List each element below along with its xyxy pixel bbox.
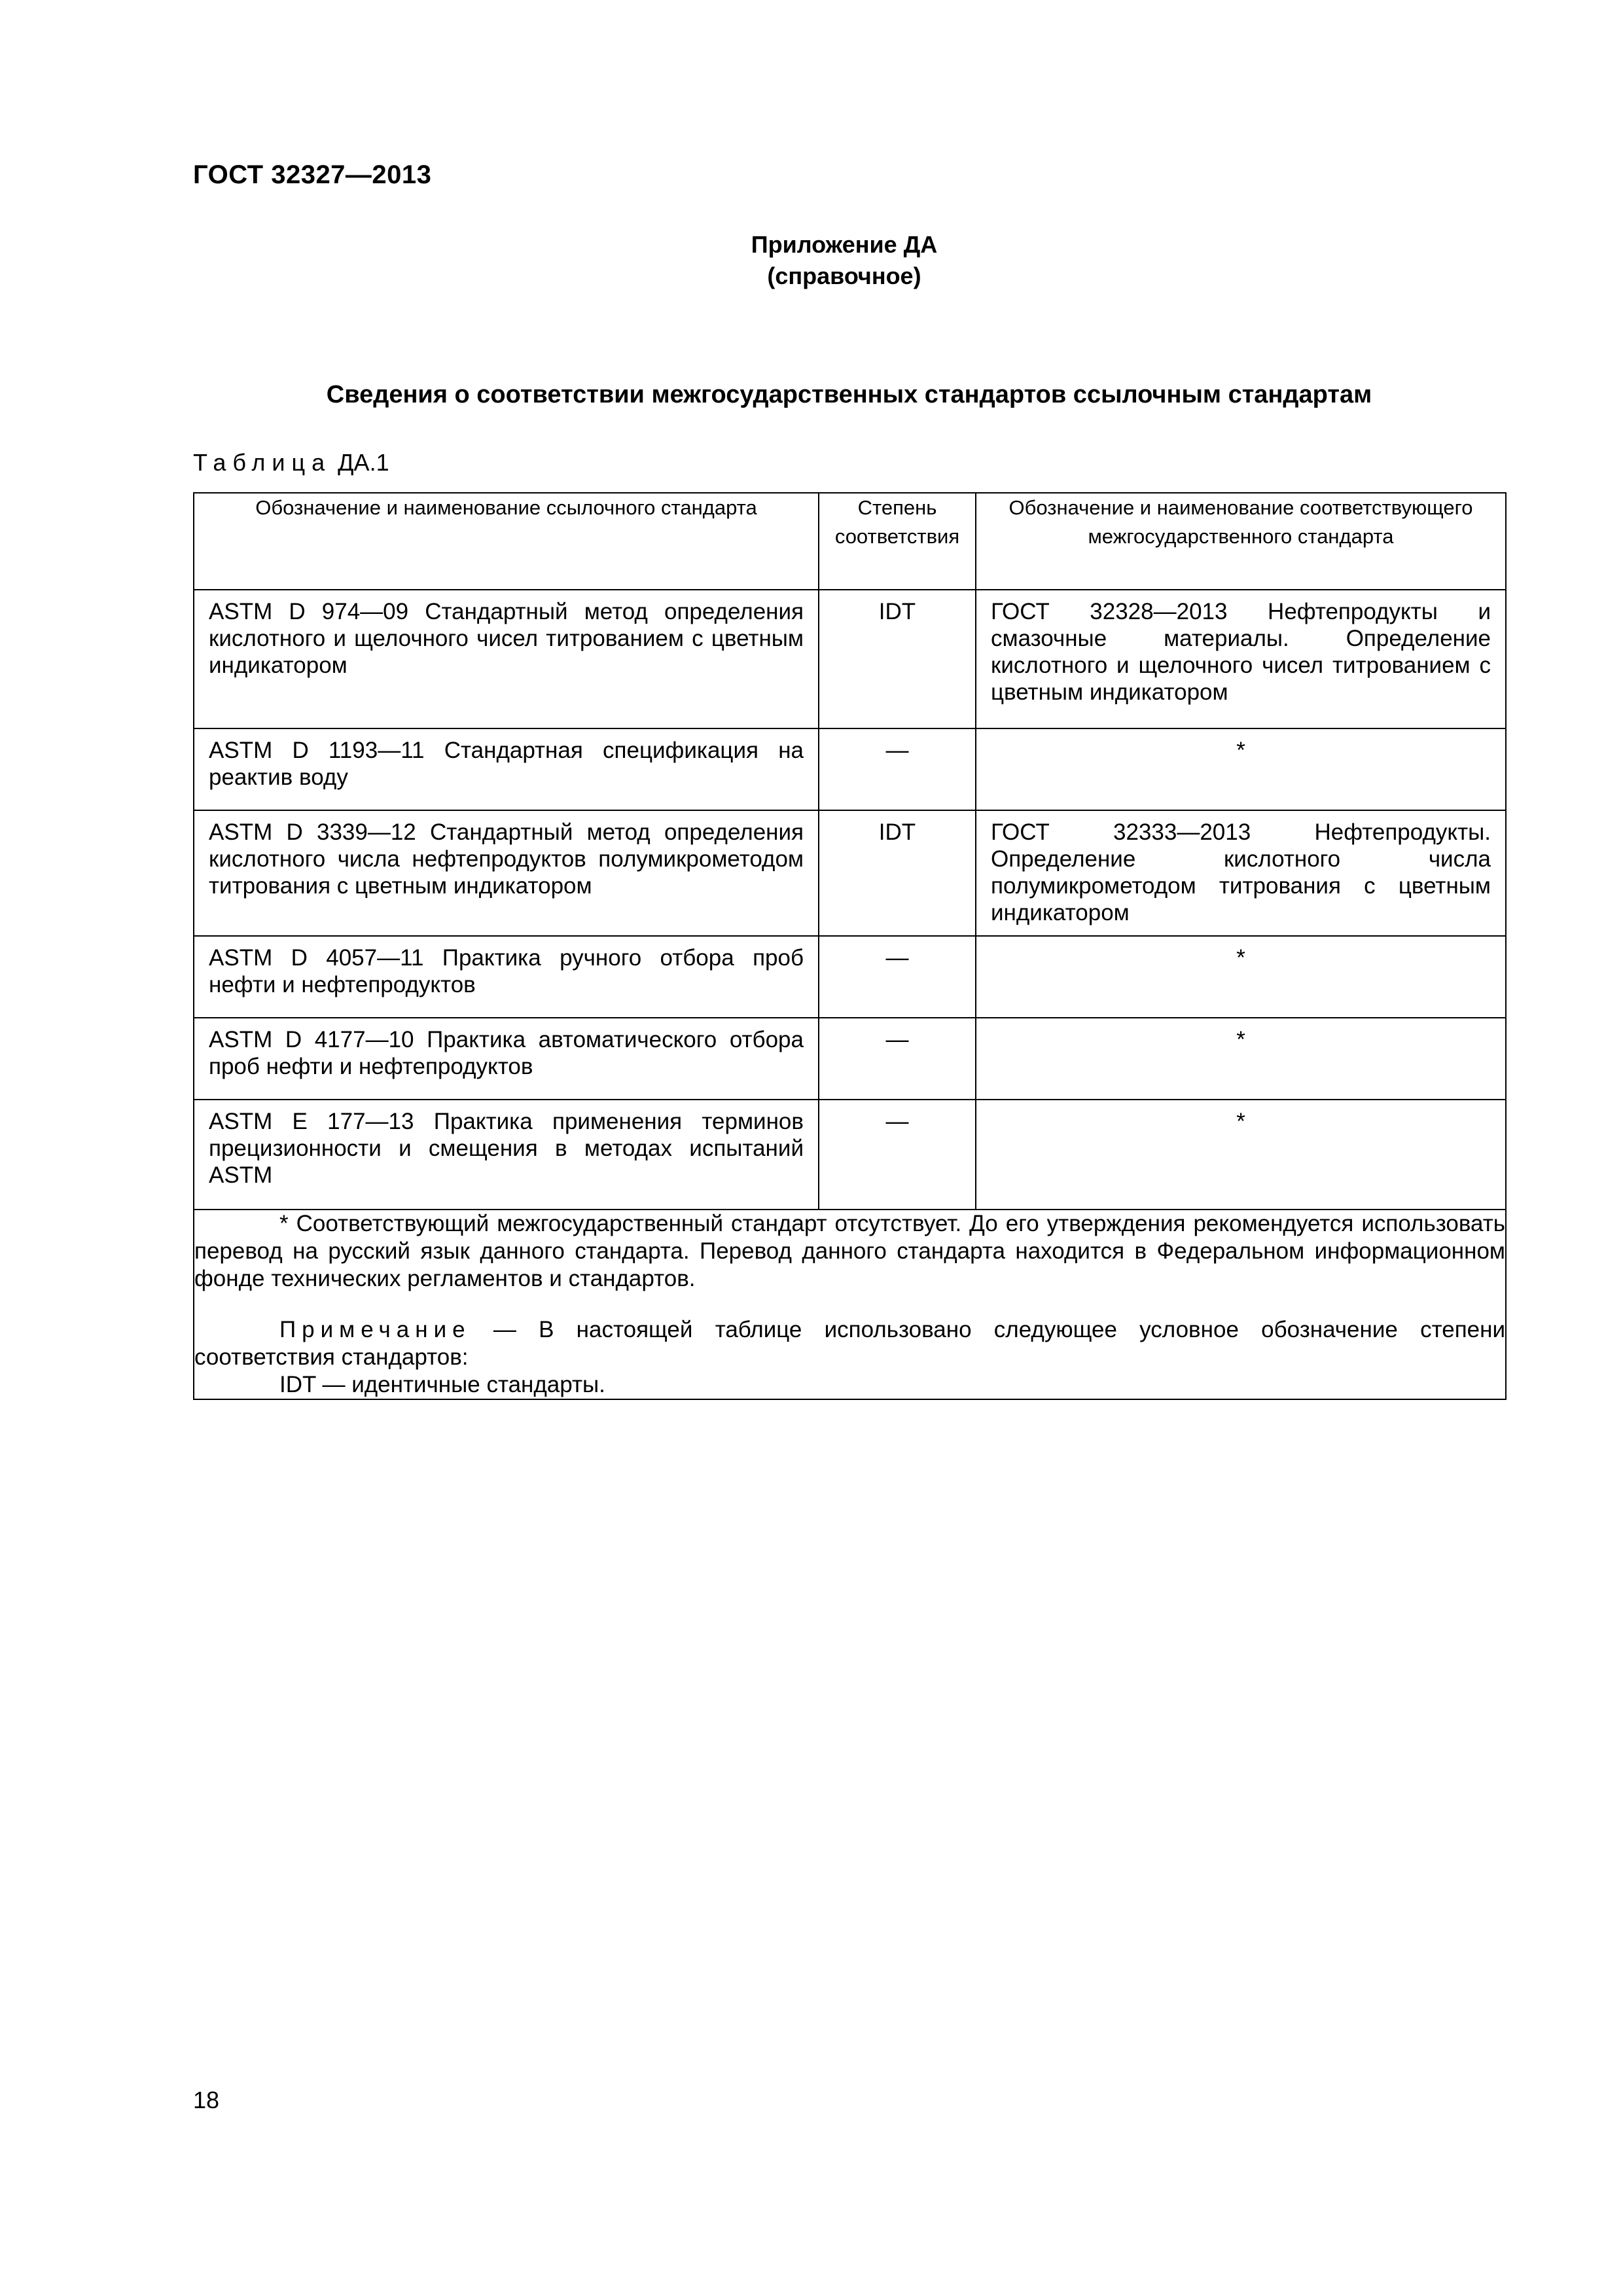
degree-text: IDT	[878, 599, 916, 624]
table-row	[194, 590, 1506, 728]
document-code: ГОСТ 32327—2013	[193, 160, 432, 189]
section-title: Сведения о соответствии межгосударственных стандартов ссылочным стандартам	[326, 381, 1372, 408]
cell-interstate	[976, 1018, 1506, 1100]
appendix-subtitle: (справочное)	[767, 262, 921, 289]
table-row	[194, 1100, 1506, 1210]
interstate-text: *	[1236, 945, 1245, 971]
reference-text: ASTM D 1193—11 Стандартная спецификация на реактив воду	[209, 738, 804, 790]
cell-interstate	[976, 1100, 1506, 1210]
reference-text: ASTM E 177—13 Практика применения терминов прецизионности и смещения в методах испытаний ASTM	[209, 1109, 804, 1188]
table-row	[194, 728, 1506, 810]
page-number: 18	[193, 2087, 220, 2113]
degree-text: —	[885, 1109, 909, 1134]
table-header-row	[194, 493, 1506, 590]
cell-degree	[819, 728, 976, 810]
column-header-degree: Степень соответствия	[819, 493, 976, 590]
footnote: * Соответствующий межгосударственный стандарт отсутствует. До его утверждения рекомендуется использовать перевод на русский язык данного стандарта. Перевод данного стандарта находится в Федеральном информационном фонде технических регламентов и стандартов.	[194, 1211, 1505, 1291]
note-label: Примечание	[279, 1317, 471, 1342]
interstate-text: *	[1236, 1109, 1245, 1134]
interstate-text: ГОСТ 32328—2013 Нефтепродукты и смазочные материалы. Определение кислотного и щелочного чисел титрованием с цветным индикатором	[991, 599, 1491, 705]
table-caption-word: Таблица	[193, 449, 332, 476]
cell-degree	[819, 590, 976, 728]
note	[194, 1316, 1505, 1371]
note-text: — В настоящей таблице использовано следующее условное обозначение степени соответствия стандартов:	[194, 1317, 1505, 1370]
note-abbreviation: IDT — идентичные стандарты.	[279, 1372, 605, 1397]
cell-degree	[819, 1100, 976, 1210]
degree-text: —	[885, 945, 909, 971]
interstate-text: *	[1236, 1027, 1245, 1052]
cell-reference	[194, 810, 819, 936]
appendix-title: Приложение ДА	[751, 231, 938, 258]
cell-degree	[819, 1018, 976, 1100]
cell-interstate	[976, 590, 1506, 728]
standards-table	[193, 492, 1507, 1400]
table-caption	[193, 449, 389, 476]
interstate-text: ГОСТ 32333—2013 Нефтепродукты. Определение кислотного числа полумикрометодом титрования с цветным индикатором	[991, 819, 1491, 925]
degree-text: —	[885, 1027, 909, 1052]
reference-text: ASTM D 3339—12 Стандартный метод определения кислотного числа нефтепродуктов полумикрометодом титрования с цветным индикатором	[209, 819, 804, 899]
appendix-heading	[0, 229, 1623, 292]
reference-text: ASTM D 974—09 Стандартный метод определения кислотного и щелочного чисел титрованием с цветным индикатором	[209, 599, 804, 678]
cell-interstate	[976, 810, 1506, 936]
table-row	[194, 1018, 1506, 1100]
table-row	[194, 810, 1506, 936]
table-notes	[194, 1210, 1506, 1399]
column-header-interstate: Обозначение и наименование соответствующего межгосударственного стандарта	[976, 493, 1506, 590]
degree-text: —	[885, 738, 909, 763]
reference-text: ASTM D 4057—11 Практика ручного отбора проб нефти и нефтепродуктов	[209, 945, 804, 997]
cell-reference	[194, 1100, 819, 1210]
degree-text: IDT	[878, 819, 916, 845]
cell-reference	[194, 936, 819, 1018]
cell-reference	[194, 728, 819, 810]
cell-reference	[194, 590, 819, 728]
table-caption-number: ДА.1	[338, 449, 389, 476]
column-header-reference: Обозначение и наименование ссылочного стандарта	[194, 493, 819, 590]
interstate-text: *	[1236, 738, 1245, 763]
reference-text: ASTM D 4177—10 Практика автоматического отбора проб нефти и нефтепродуктов	[209, 1027, 804, 1079]
cell-reference	[194, 1018, 819, 1100]
cell-degree	[819, 810, 976, 936]
table-row	[194, 936, 1506, 1018]
table-notes-row	[194, 1210, 1506, 1399]
cell-interstate	[976, 936, 1506, 1018]
cell-interstate	[976, 728, 1506, 810]
cell-degree	[819, 936, 976, 1018]
